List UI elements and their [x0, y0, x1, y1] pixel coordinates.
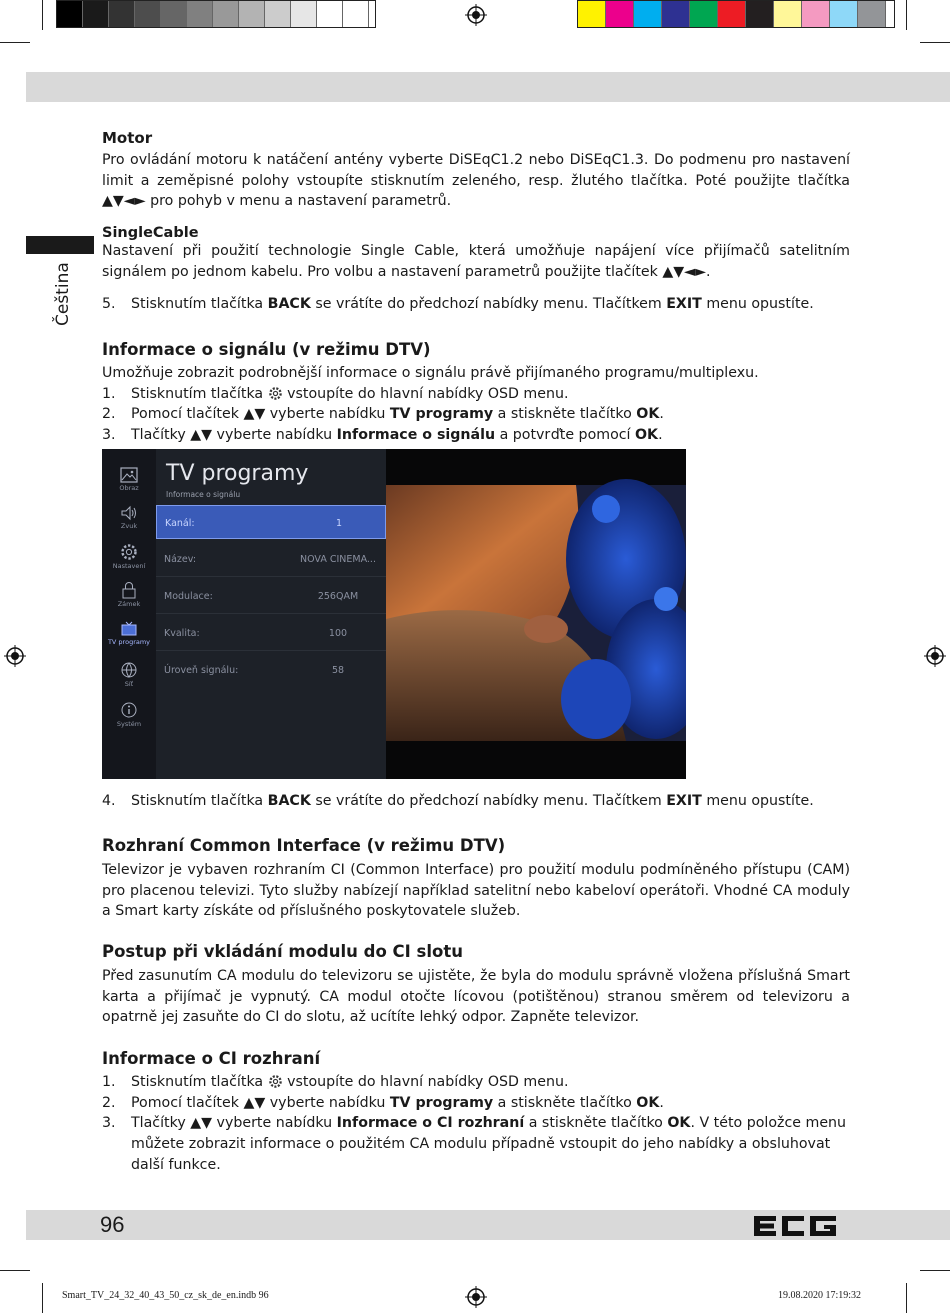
gear-icon [268, 1074, 283, 1089]
exit-key-label: EXIT [666, 296, 702, 312]
step-text: a stiskněte tlačítko [493, 406, 637, 423]
sidebar-label: Zámek [117, 600, 141, 608]
color-swatch [606, 1, 634, 27]
slug-date: 19.08.2020 17:19:32 [778, 1290, 862, 1301]
color-swatch [57, 1, 83, 27]
ok-key-label: OK [635, 427, 659, 444]
menu-name: TV programy [389, 406, 494, 423]
page-number: 96 [100, 1212, 125, 1237]
tv-menu-row-modulace[interactable] [156, 579, 386, 614]
color-swatch [690, 1, 718, 27]
tv-menu-title: TV programy [166, 461, 309, 486]
color-swatch [774, 1, 802, 27]
tv-sidebar-item-sit[interactable] [102, 661, 156, 688]
tv-screenshot [102, 449, 686, 779]
ci-insert-text: Před zasunutím CA modulu do televizoru se ujistěte, že byla do modulu správně vložena příslušná Smart karta a přijímač je vypnutý. CA modul otočte lícovou (potištěnou) stranou směrem od televizoru a opatrně jej zasuňte do CI do slotu, až ucítíte lehký odpor. Zapněte televizor. [102, 968, 850, 1026]
step-text: a stiskněte tlačítko [493, 1094, 637, 1111]
crop-mark [42, 0, 43, 30]
color-swatch [291, 1, 317, 27]
tv-menu-row-kvalita[interactable] [156, 616, 386, 651]
ci-insert-section [102, 942, 850, 1028]
ok-key-label: OK [636, 1094, 660, 1111]
list-item [102, 1113, 850, 1175]
sidebar-label: Síť [124, 680, 134, 688]
color-swatch [858, 1, 886, 27]
menu-name: Informace o CI rozhraní [336, 1115, 525, 1132]
signal-info-section [102, 340, 850, 446]
speaker-icon [120, 505, 138, 521]
step-text: . [658, 427, 663, 444]
step-text: Stisknutím tlačítka [131, 385, 268, 402]
step-text: se vrátíte do předchozí nabídky menu. Tlačítkem [310, 793, 667, 809]
ok-key-label: OK [667, 1115, 691, 1132]
color-swatch [109, 1, 135, 27]
list-number: 2. [102, 406, 116, 423]
color-swatch [265, 1, 291, 27]
list-item [102, 1093, 850, 1114]
motor-text: Pro ovládání motoru k natáčení antény vyberte DiSEqC1.2 nebo DiSEqC1.3. Do podmenu pro nastavení limit a zeměpisné polohy vstoupíte stisknutím zeleného, resp. žlutého tlačítka. Poté použijte tlačítka ▲▼◄► pro pohyb v menu a nastavení parametrů. [102, 152, 850, 210]
registration-mark-icon [465, 1286, 487, 1308]
color-swatch [634, 1, 662, 27]
color-swatch [830, 1, 858, 27]
tv-sidebar-item-nastaveni[interactable] [102, 543, 156, 570]
back-key-label: BACK [267, 793, 311, 809]
color-swatch-strip [577, 0, 895, 28]
row-key: Kvalita: [164, 628, 200, 639]
step-text: Tlačítky ▲▼ vyberte nabídku [131, 1115, 337, 1132]
step-text: Stisknutím tlačítka [131, 296, 268, 312]
ci-section [102, 836, 850, 922]
color-swatch [662, 1, 690, 27]
step-text: Pomocí tlačítek ▲▼ vyberte nabídku [131, 1094, 390, 1111]
step-text: se vrátíte do předchozí nabídky menu. Tlačítkem [310, 296, 667, 312]
motor-heading: Motor [102, 129, 153, 147]
list-item [102, 404, 850, 425]
color-swatch [343, 1, 369, 27]
tv-menu-panel [156, 449, 386, 779]
ci-insert-heading: Postup při vkládání modulu do CI slotu [102, 942, 463, 961]
exit-key-label: EXIT [666, 793, 702, 809]
tv-sidebar-item-zamek[interactable] [102, 581, 156, 608]
sidebar-label: Obraz [119, 484, 139, 492]
list-number: 3. [102, 427, 116, 444]
tv-menu-row-kanal[interactable] [156, 505, 386, 539]
signal-info-heading: Informace o signálu (v režimu DTV) [102, 340, 431, 359]
language-label: Čeština [53, 262, 73, 326]
language-tab-bar [26, 236, 94, 254]
color-swatch [213, 1, 239, 27]
motor-section [102, 129, 850, 212]
list-number: 1. [102, 385, 116, 402]
ecg-logo [752, 1214, 838, 1238]
ci-info-section [102, 1049, 850, 1176]
tv-sidebar [102, 449, 156, 779]
step-text: Stisknutím tlačítka [131, 793, 268, 809]
row-value: 1 [335, 518, 343, 529]
step-text: menu opustíte. [701, 793, 814, 809]
header-band [26, 72, 950, 102]
step-text: . [659, 1094, 664, 1111]
color-swatch [135, 1, 161, 27]
row-key: Úroveň signálu: [164, 665, 239, 676]
tv-menu-row-uroven-signalu[interactable] [156, 653, 386, 687]
list-number: 1. [102, 1074, 116, 1090]
ci-info-heading: Informace o CI rozhraní [102, 1049, 321, 1068]
registration-mark-icon [924, 645, 946, 667]
row-value: 58 [331, 665, 345, 676]
color-swatch [239, 1, 265, 27]
tv-menu-subtitle: Informace o signálu [166, 490, 241, 499]
signal-info-intro: Umožňuje zobrazit podrobnější informace o signálu právě přijímaného programu/multiplexu. [102, 365, 759, 381]
tv-sidebar-item-tv-programy[interactable] [102, 621, 156, 646]
row-key: Kanál: [165, 518, 195, 529]
language-tab [53, 262, 83, 328]
sidebar-label: Nastavení [112, 562, 146, 570]
step-text: . V této položce menu můžete zobrazit informace o použitém CA modulu případně vstoupit do jeho nabídky a obsluhovat další funkce. [131, 1115, 847, 1173]
back-key-label: BACK [267, 296, 311, 312]
color-swatch [802, 1, 830, 27]
menu-name: TV programy [389, 1094, 494, 1111]
color-swatch [83, 1, 109, 27]
color-swatch [161, 1, 187, 27]
tv-program-image [386, 449, 686, 779]
tv-sidebar-item-obraz[interactable] [102, 467, 156, 492]
tv-sidebar-item-zvuk[interactable] [102, 505, 156, 530]
step-text: Pomocí tlačítek ▲▼ vyberte nabídku [131, 406, 390, 423]
info-icon [120, 701, 138, 719]
slug-filename: Smart_TV_24_32_40_43_50_cz_sk_de_en.indb 96 [62, 1290, 269, 1301]
step-text: . [659, 406, 664, 423]
step-text: Stisknutím tlačítka [131, 1074, 268, 1090]
list-item [102, 1072, 850, 1093]
list-number: 3. [102, 1115, 116, 1132]
crop-mark [920, 42, 950, 43]
registration-mark-icon [4, 645, 26, 667]
step-text: a stiskněte tlačítko [524, 1115, 668, 1132]
list-number: 4. [102, 793, 116, 809]
color-swatch [317, 1, 343, 27]
step-text: menu opustíte. [701, 296, 814, 312]
globe-icon [120, 661, 138, 679]
step-text: vstoupíte do hlavní nabídky OSD menu. [282, 385, 569, 402]
list-item [102, 791, 850, 812]
gray-swatch-strip [56, 0, 376, 28]
step-text: Tlačítky ▲▼ vyberte nabídku [131, 427, 337, 444]
ci-text: Televizor je vybaven rozhraním CI (Common Interface) pro použití modulu podmíněného přístupu (CAM) pro placenou televizi. Tyto služby nabízejí například satelitní nebo kabeloví operátoři. Vhodné CA moduly a Smart karty získáte od příslušného poskytovatele služeb. [102, 862, 850, 920]
list-number: 5. [102, 296, 116, 312]
crop-mark [0, 42, 30, 43]
color-swatch [187, 1, 213, 27]
crop-mark [0, 1270, 30, 1271]
menu-name: Informace o signálu [336, 427, 496, 444]
sidebar-label: TV programy [107, 638, 151, 646]
crop-mark [42, 1283, 43, 1313]
step-text: a potvrďte pomocí [495, 427, 635, 444]
lock-icon [121, 581, 137, 599]
ok-key-label: OK [636, 406, 660, 423]
list-number: 2. [102, 1094, 116, 1111]
row-value: 100 [328, 628, 348, 639]
row-value: 256QAM [317, 591, 359, 602]
color-swatch [718, 1, 746, 27]
row-key: Název: [164, 554, 197, 565]
registration-mark-icon [465, 4, 487, 26]
singlecable-section [102, 225, 850, 282]
tv-sidebar-item-system[interactable] [102, 701, 156, 728]
ci-heading: Rozhraní Common Interface (v režimu DTV) [102, 836, 506, 855]
tv-menu-row-nazev[interactable] [156, 542, 386, 577]
crop-mark [906, 1283, 907, 1313]
crop-mark [906, 0, 907, 30]
color-swatch [578, 1, 606, 27]
singlecable-text: Nastavení při použití technologie Single Cable, která umožňuje napájení více přijímačů satelitním signálem po jednom kabelu. Pro volbu a nastavení parametrů použijte tlačítek ▲▼◄►. [102, 243, 850, 280]
list-item [102, 294, 850, 315]
tv-icon [120, 621, 138, 637]
list-item [102, 384, 850, 405]
sidebar-label: Systém [116, 720, 142, 728]
gear-icon [120, 543, 138, 561]
row-key: Modulace: [164, 591, 213, 602]
list-item [102, 425, 850, 446]
step-text: vstoupíte do hlavní nabídky OSD menu. [282, 1074, 569, 1090]
color-swatch [746, 1, 774, 27]
sidebar-label: Zvuk [120, 522, 138, 530]
picture-icon [120, 467, 138, 483]
gear-icon [268, 386, 283, 401]
singlecable-heading: SingleCable [102, 225, 199, 241]
row-value: NOVA CINEMA... [300, 554, 376, 565]
crop-mark [920, 1270, 950, 1271]
